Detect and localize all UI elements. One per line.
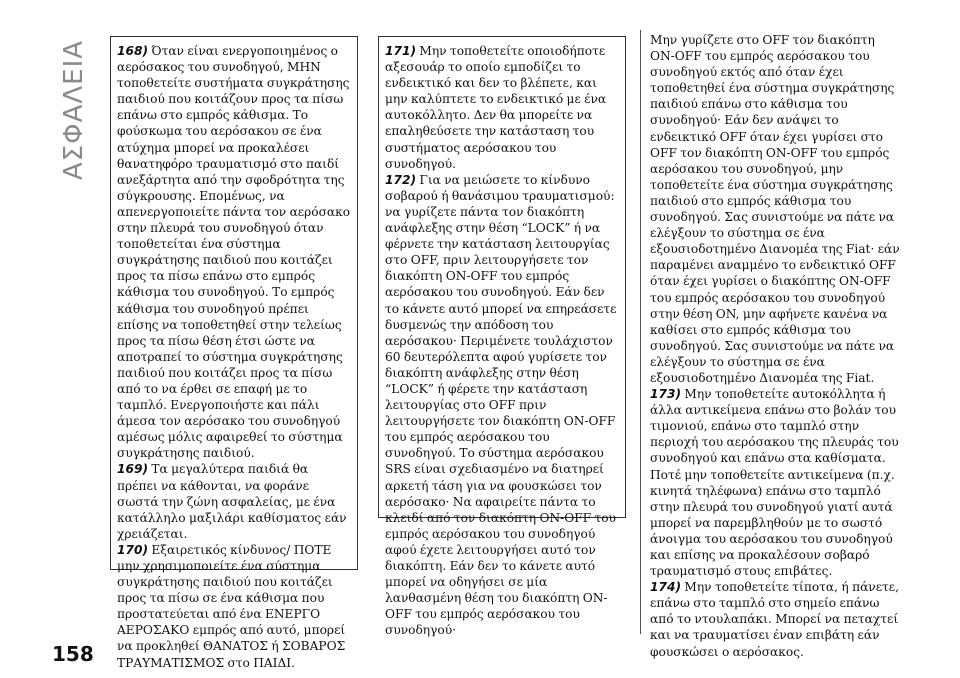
- warning-168: 168) Όταν είναι ενεργοποιημένος ο αερόσακος του συνοδηγού, ΜΗΝ τοποθετείτε συστήματα συγκράτησης παιδιού που κοιτάζουν προς τα πίσω επάνω στο εμπρός κάθισμα. Το φούσκωμα του αερόσακου σε ένα ατύχημα μπορεί να προκαλέσει θανατηφόρο τραυματισμό στο παιδί ανεξάρτητα από την σφοδρότητα της σύγκρουσης. Επομένως, να απενεργοποιείτε πάντα τον αερόσακο στην πλευρά του συνοδηγού όταν τοποθετείται ένα σύστημα συγκράτησης παιδιού που κοιτάζει προς τα πίσω επάνω στο εμπρός κάθισμα του συνοδηγού. Το εμπρός κάθισμα του συνοδηγού πρέπει επίσης να τοποθετηθεί στην τελείως προς τα πίσω θέση έτσι ώστε να αποτραπεί το σύστημα συγκράτησης παιδιού που κοιτάζει προς τα πίσω από το να έρθει σε επαφή με το ταμπλό. Ενεργοποιήστε και πάλι άμεσα τον αερόσακο του συνοδηγού αμέσως μόλις αφαιρεθεί το σύστημα συγκράτησης παιδιού.: [117, 44, 351, 461]
- warning-171: 171) Μην τοποθετείτε οποιοδήποτε αξεσουάρ το οποίο εμποδίζει το ενδεικτικό και δεν το βλέπετε, και μην καλύπτετε το ενδεικτικό με ένα αυτοκόλλητο. Δεν θα μπορείτε να επαληθεύσετε την κατάσταση του συστήματος αερόσακου του συνοδηγού.: [385, 44, 607, 171]
- warning-column-right: [650, 32, 902, 660]
- warning-174: 174) Μην τοποθετείτε τίποτα, ή πάνετε, επάνω στο ταμπλό στο σημείο επάνω από το ντουλαπάκι. Μπορεί να πεταχτεί και να τραυματίσει έναν επιβάτη εάν φουσκώσει ο αερόσακος.: [650, 580, 899, 659]
- warning-box-left: [110, 36, 358, 670]
- warning-170: 170) Εξαιρετικός κίνδυνος/ ΠΟΤΕ μην χρησιμοποιείτε ένα σύστημα συγκράτησης παιδιού που κοιτάζει προς τα πίσω σε ένα κάθισμα που προστατεύεται από ένα ΕΝΕΡΓΟ ΑΕΡΟΣΑΚΟ εμπρός από αυτό, μπορεί να προκληθεί ΘΑΝΑΤΟΣ ή ΣΟΒΑΡΟΣ ΤΡΑΥΜΑΤΙΣΜΟΣ στο ΠΑΙΔΙ.: [117, 542, 346, 670]
- page-number: 158: [52, 642, 94, 666]
- section-title: ΑΣΦΑΛΕΙΑ: [59, 39, 90, 181]
- warning-172-continued: Μην γυρίζετε στο OFF τον διακόπτη ON-OFF του εμπρός αερόσακου του συνοδηγού εκτός από όταν έχει τοποθετηθεί ένα σύστημα συγκράτησης παιδιού επάνω στο κάθισμα του συνοδηγού· Εάν δεν ανάψει το ενδεικτικό OFF όταν έχει γυρίσει στο OFF τον διακόπτη ON-OFF του εμπρός αερόσακου του συνοδηγού, μην τοποθετείτε ένα σύστημα συγκράτησης παιδιού στο εμπρός κάθισμα του συνοδηγού. Σας συνιστούμε να πάτε να ελέγξουν το σύστημα σε ένα εξουσιοδοτημένο Διανομέα της Fiat· εάν παραμένει αναμμένο το ενδεικτικό OFF όταν έχει γυρίσει ο διακόπτης ON-OFF του εμπρός αερόσακου του συνοδηγού στην θέση ON, μην αφήνετε κανένα να καθίσει στο εμπρός κάθισμα του συνοδηγού. Σας συνιστούμε να πάτε να ελέγξουν το σύστημα σε ένα εξουσιοδοτημένο Διανομέα της Fiat.: [650, 33, 900, 385]
- warning-173: 173) Μην τοποθετείτε αυτοκόλλητα ή άλλα αντικείμενα επάνω στο βολάν του τιμονιού, επάνω στο ταμπλό στην περιοχή του αερόσακου της πλευράς του συνοδηγού και επάνω στα καθίσματα. Ποτέ μην τοποθετείτε αντικείμενα (π.χ. κινητά τηλέφωνα) επάνω στο ταμπλό στην πλευρά του συνοδηγού γιατί αυτά μπορεί να παρεμβληθούν με το σωστό άνοιγμα του αερόσακου του συνοδηγού και επίσης να προκαλέσουν σοβαρό τραυματισμό στους επιβάτες.: [650, 387, 899, 579]
- warning-box-middle: [378, 36, 626, 638]
- warning-172: 172) Για να μειώσετε το κίνδυνο σοβαρού ή θανάσιμου τραυματισμού: να γυρίζετε πάντα τον διακόπτη ανάφλεξης στην θέση “LOCK” ή να φέρνετε την κατάσταση λειτουργίας στο OFF, πριν λειτουργήσετε τον διακόπτη ON-OFF του εμπρός αερόσακου του συνοδηγού. Εάν δεν το κάνετε αυτό μπορεί να επηρεάσετε δυσμενώς την απόδοση του αερόσακου· Περιμένετε τουλάχιστον 60 δευτερόλεπτα αφού γυρίσετε τον διακόπτη ανάφλεξης στην θέση “LOCK” ή φέρετε την κατάσταση λειτουργίας στο OFF πριν λειτουργήσετε τον διακόπτη ON-OFF του εμπρός αερόσακου του συνοδηγού. Το σύστημα αερόσακου SRS είναι σχεδιασμένο να διατηρεί αρκετή τάση για να φουσκώσει τον αερόσακο· Να αφαιρείτε πάντα το κλειδί από τον διακόπτη ON-OFF του εμπρός αερόσακου του συνοδηγού αφού έχετε λειτουργήσει αυτό τον διακόπτη. Εάν δεν το κάνετε αυτό μπορεί να οδηγήσει σε μία λανθασμένη θέση του διακόπτη ON-OFF του εμπρός αερόσακου του συνοδηγού·: [385, 172, 617, 638]
- column-divider: [640, 30, 641, 634]
- section-side-tab: [54, 30, 94, 190]
- warning-169: 169) Τα μεγαλύτερα παιδιά θα πρέπει να κάθονται, να φοράνε σωστά την ζώνη ασφαλείας, με ένα κατάλληλο μαξιλάρι καθίσματος εάν χρειάζεται.: [117, 462, 347, 541]
